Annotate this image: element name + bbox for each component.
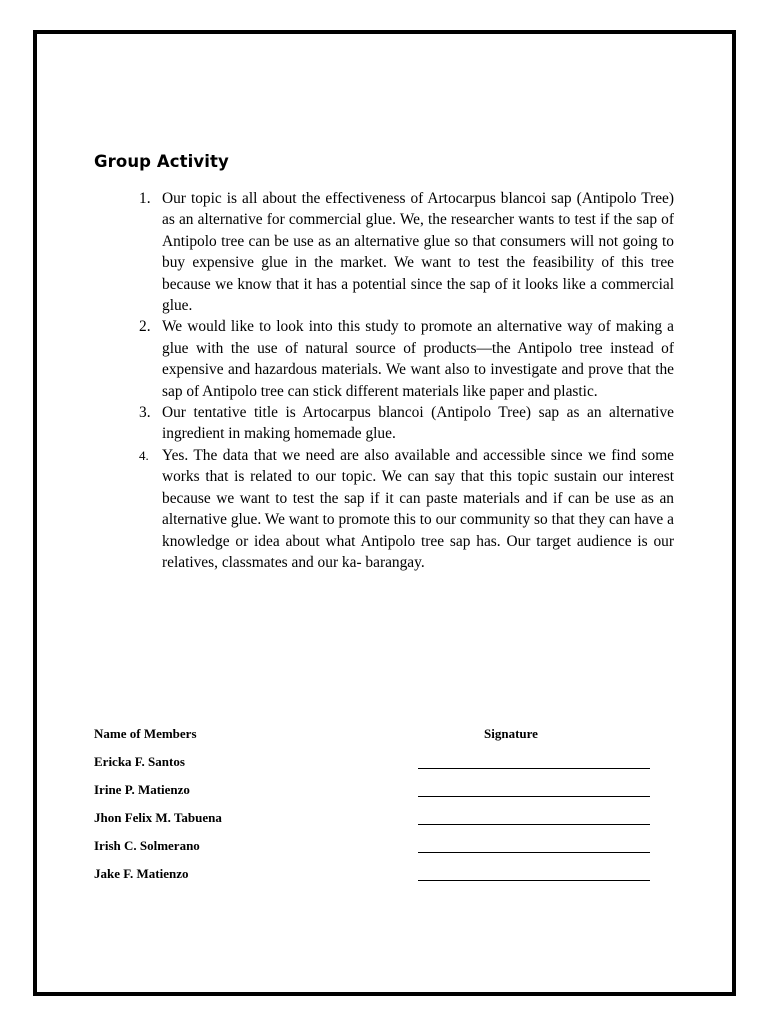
member-name: Jhon Felix M. Tabuena xyxy=(94,810,222,825)
signature-line xyxy=(418,796,650,797)
list-item-text: Yes. The data that we need are also available and accessible since we find some works that is related to our topic. We can say that this topic sustain our interest because we want to test the sap if it can paste materials and if can be use as an alternative glue. We want to promote this to our community so that they can have a knowledge or idea about what Antipolo tree sap has. Our target audience is our relatives, classmates and our ka- barangay. xyxy=(162,446,674,571)
member-name: Jake F. Matienzo xyxy=(94,866,189,881)
list-item-text: We would like to look into this study to promote an alternative way of making a glue with the use of natural source of products—the Antipolo tree instead of expensive and hazardous materials. We want also to investigate and prove that the sap of Antipolo tree can stick different materials like paper and plastic. xyxy=(162,318,674,400)
list-item-text: Our topic is all about the effectiveness of Artocarpus blancoi sap (Antipolo Tree) as an alternative for commercial glue. We, the researcher wants to test if the sap of Antipolo tree can be use as an alternative glue so that consumers will not going to buy expensive glue in the market. We want to test the feasibility of this tree because we know that it has a potential since the sap of it looks like a commercial glue. xyxy=(162,190,674,315)
member-row xyxy=(94,810,654,838)
signature-header: Signature xyxy=(484,726,538,741)
member-row xyxy=(94,754,654,782)
list-item-text: Our tentative title is Artocarpus blancoi (Antipolo Tree) sap as an alternative ingredient in making homemade glue. xyxy=(162,404,674,443)
list-item-number: 4. xyxy=(139,447,149,463)
list-item xyxy=(94,188,674,316)
member-name: Irish C. Solmerano xyxy=(94,838,200,853)
list-item-number: 1. xyxy=(139,190,151,207)
signature-line xyxy=(418,880,650,881)
numbered-list xyxy=(94,188,674,573)
member-name: Irine P. Matienzo xyxy=(94,782,190,797)
member-row xyxy=(94,838,654,866)
signature-line xyxy=(418,768,650,769)
list-item xyxy=(94,402,674,445)
members-table xyxy=(94,726,654,894)
list-item xyxy=(94,316,674,402)
member-row xyxy=(94,866,654,894)
document-heading: Group Activity xyxy=(94,152,229,171)
signature-line xyxy=(418,852,650,853)
signature-line xyxy=(418,824,650,825)
members-header-row xyxy=(94,726,654,754)
list-item xyxy=(94,445,674,573)
member-name: Ericka F. Santos xyxy=(94,754,185,769)
list-item-number: 2. xyxy=(139,318,151,336)
member-row xyxy=(94,782,654,810)
members-header: Name of Members xyxy=(94,726,197,741)
list-item-number: 3. xyxy=(139,404,151,422)
